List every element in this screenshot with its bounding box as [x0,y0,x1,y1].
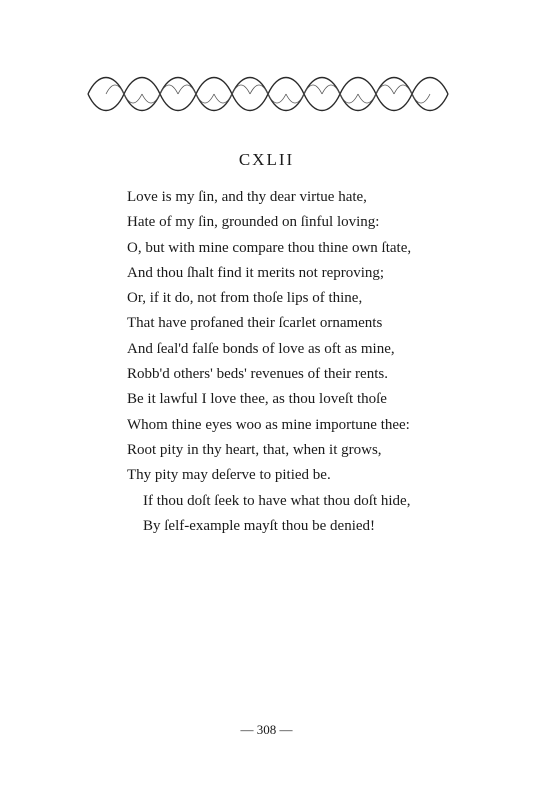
poem-line: Love is my ſin, and thy dear virtue hate, [127,189,367,205]
poem-line: And thou ſhalt find it merits not reproving; [127,264,385,281]
poem-line: And ſeal'd falſe bonds of love as oft as mine, [127,340,395,357]
decorative-ornament-border [84,68,452,120]
page-number: — 308 — [240,722,293,737]
poem-line: That have profaned their ſcarlet ornaments [127,315,383,332]
couplet-line: By ſelf-example mayſt thou be denied! [143,517,376,534]
poem-line: O, but with mine compare thou thine own ſtate, [127,239,412,256]
poem-line: Or, if it do, not from thoſe lips of thine, [127,290,363,307]
poem-line: Root pity in thy heart, that, when it grows, [127,441,382,458]
sonnet-heading: CXLII [238,150,295,169]
poem-line: Robb'd others' beds' revenues of their rents. [127,366,388,383]
poem-line: Thy pity may deſerve to pitied be. [127,467,331,484]
couplet-line: If thou doſt ſeek to have what thou doſt hide, [143,492,411,509]
poem-line: Whom thine eyes woo as mine importune thee: [127,416,410,433]
ornament-flourish-icon [84,68,452,120]
poem-line: Hate of my ſin, grounded on ſinful loving: [127,214,380,231]
poem-line: Be it lawful I love thee, as thou loveſt thoſe [127,391,387,408]
poem-text [127,185,411,539]
